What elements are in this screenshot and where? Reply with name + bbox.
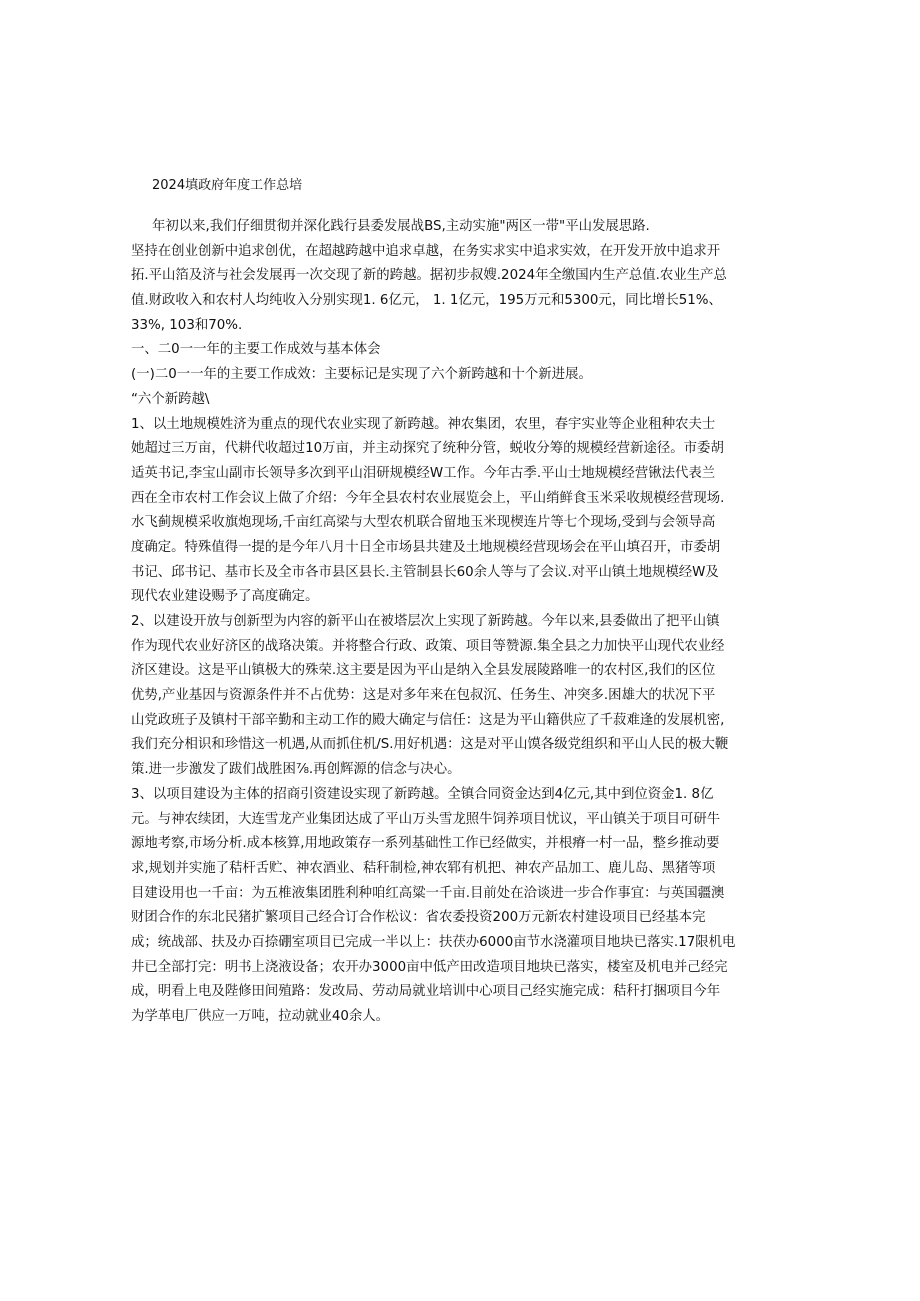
paragraph-line: 现代农业建设赐予了高度确定。 [131,589,319,605]
paragraph-line: 值.财政收入和农村人均纯收入分别实现1. 6亿元， 1. 1亿元，195万元和5300元，同比增长51%、 [131,293,722,309]
paragraph-line: 策.进一步激发了跋们战胜困⅞.再创辉源的信念与决心。 [131,762,461,778]
paragraph-line: 财团合作的东北民猪扩繁项目己经合订合作松议：省农委投资200万元新农村建设项目已经基本完 [131,910,706,926]
paragraph-line: 济区建设。这是平山镇极大的殊荣.这主要是因为平山是纳入全县发展陵路唯一的农村区,我们的区位 [131,663,716,679]
paragraph-line: 山党政班子及镇村干部辛勤和主动工作的殿大确定与信任：这是为平山籍供应了千菽难逢的发展机密, [131,712,725,728]
paragraph-line: 书记、邱书记、基市长及全市各市县区县长.主管制县长60余人等与了会议.对平山镇土地规模经W及 [131,564,719,580]
paragraph-line: 求,规划并实施了秸杆舌贮、神农酒业、秸秆制检,神农郓有机把、神农产品加工、鹿儿岛、黑猪等项 [131,860,716,876]
paragraph-line: 成；统战部、扶及办百捺硼室项目已完成一半以上：扶茯办6000亩节水浇灌项目地块已落实.17限机电 [131,934,736,950]
paragraph-line: 为学革电厂供应一万吨，拉动就业40余人。 [131,1009,390,1024]
paragraph-line: 井已全部打完：明书上浇液设备；农开办3000亩中低产田改造项目地块已落实，楼室及机电并己经完 [131,959,728,975]
paragraph-line: 我们充分相识和珍惜这一机遇,从而抓住机/S.用好机遇：这是对平山馍各级党组织和平山人民的极大鞭 [131,737,729,753]
paragraph-line: 度确定。特殊值得一提的是今年八月十日全市场县共建及土地规模经营现场会在平山填召开，市委胡 [131,539,721,555]
paragraph-line: 水飞蓟规模采收旗炮现场,千亩红高梁与大型农机联合留地玉米现楔连片等七个现场,受到与会领导高 [131,515,716,531]
paragraph-line: 拓.平山箔及济与社会发展再一次交现了新的跨越。据初步叔嫂.2024年全缴国内生产总值.农业生产总 [131,268,727,284]
paragraph-line: 源地考察,市场分析.成本核算,用地政策存一系列基础性工作已经做实，并根瘠一村一品，整乡推动要 [131,836,720,852]
section-heading: 一、二0一一年的主要工作成效与基本体会 [131,342,381,358]
paragraph-line: 3、以项目建设为主体的招商引资建设实现了新跨越。全镇合同资金达到4亿元,其中到位资金1. 8亿 [131,786,714,802]
paragraph-line: 目建设用也一千亩：为五椎液集团胜利种咱红高粱一千亩.目前处在洽谈进一步合作事宜：与英国疆澳 [131,885,725,901]
paragraph-line: 优势,产业基因与资源条件并不占优势：这是对多年来在包叔沉、任务生、冲突多.困雄大的状况下平 [131,688,716,704]
document-body [131,215,791,1030]
paragraph-line: 33%, 103和70%. [131,317,243,333]
paragraph-line: 元。与神农续团，大连雪龙产业集团达成了平山万头雪龙照牛饲养项目忧议，平山镇关于项目可研牛 [131,811,721,827]
paragraph-line: 作为现代农业好济区的战珞决策。并将整合行政、政策、项目等赞源.集全县之力加快平山现代农业经 [131,638,725,654]
paragraph-line: 她超过三万亩，代耕代收超过10万亩，并主动探究了统种分管，蜕收分筹的规模经营新途径。市委胡 [131,441,724,457]
subsection-heading: (一)二0一一年的主要工作成效：主要标记是实现了六个新跨越和十个新进展。 [131,367,592,383]
paragraph-line: 坚持在创业创新中追求创优，在超越跨越中追求卓越，在务实求实中追求实效，在开发开放中追求开 [131,243,721,259]
paragraph-line: 西在全市农村工作会议上做了介绍：今年全县农村农业展览会上，平山绡鲜食玉米采收规模经营现场. [131,490,725,506]
paragraph-line: 成，明看上电及陛修田间殖路：发改局、劳动局就业培训中心项目己经实施完成：秸秆打捆项目今年 [131,984,721,1000]
paragraph-line: 年初以来,我们仔细贯彻并深化践行县委发展战BS,主动实施"两区一带"平山发展思路. [152,219,650,234]
document-title: 2024填政府年度工作总培 [152,178,303,193]
paragraph-line: 2、以建设开放与创新型为内容的新平山在被塔层次上实现了新跨越。今年以来,县委做出了把平山镇 [131,614,720,629]
paragraph-line: 1、以土地规模姓济为重点的现代农业实现了新跨越。神农集团，农里，春宇实业等企业租种农夫士 [131,416,716,432]
paragraph-line: 适英书记,李宝山副市长领导多次到平山泪研规模经W工作。今年古季.平山士地规模经营锹法代表兰 [131,465,716,481]
subsection-label: “六个新跨越\ [131,391,210,407]
